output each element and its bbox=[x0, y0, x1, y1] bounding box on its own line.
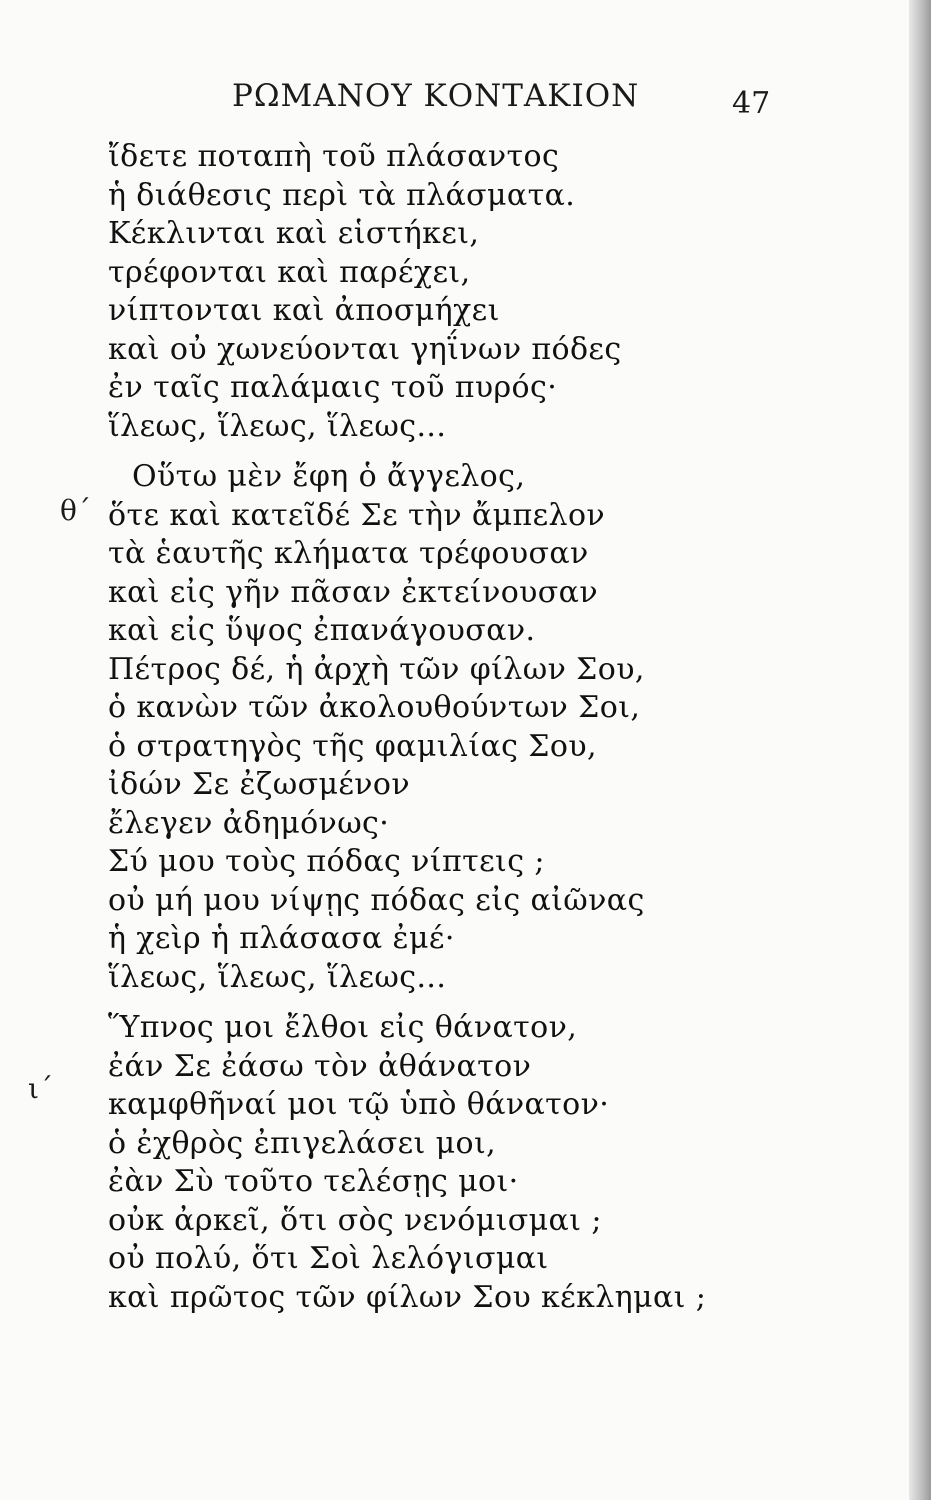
verse-line: οὐ μή μου νίψῃς πόδας εἰς αἰῶνας bbox=[108, 882, 645, 918]
verse-line: καὶ εἰς γῆν πᾶσαν ἐκτείνουσαν bbox=[108, 574, 598, 610]
verse-line: νίπτονται καὶ ἀποσμήχει bbox=[108, 293, 500, 328]
stanza-marker: ι´ bbox=[28, 1072, 53, 1105]
stanza bbox=[108, 1009, 888, 1317]
verse-line: ἵλεως, ἵλεως, ἵλεως... bbox=[108, 959, 447, 995]
verse-line: ἔλεγεν ἀδημόνως· bbox=[108, 805, 390, 841]
poem-text bbox=[108, 138, 888, 1317]
verse-line: ὁ κανὼν τῶν ἀκολουθούντων Σοι, bbox=[108, 690, 641, 725]
verse-line: ὁ στρατηγὸς τῆς φαμιλίας Σου, bbox=[108, 728, 597, 764]
verse-line: καὶ οὐ χωνεύονται γηΐνων πόδες bbox=[108, 331, 622, 367]
verse-line: καὶ πρῶτος τῶν φίλων Σου κέκλημαι ; bbox=[108, 1279, 707, 1315]
verse-line: ἐν ταῖς παλάμαις τοῦ πυρός· bbox=[108, 370, 558, 405]
verse-line: καμφθῆναί μοι τῷ ὑπὸ θάνατον· bbox=[108, 1087, 610, 1122]
verse-line: Πέτρος δέ, ἡ ἀρχὴ τῶν φίλων Σου, bbox=[108, 651, 645, 687]
running-title: ΡΩΜΑΝΟΥ ΚΟΝΤΑΚΙΟΝ bbox=[232, 78, 640, 114]
verse-line: Κέκλινται καὶ εἱστήκει, bbox=[108, 216, 480, 251]
verse-line: ἐάν Σε ἐάσω τὸν ἀθάνατον bbox=[108, 1048, 532, 1084]
stanza bbox=[108, 458, 888, 997]
verse-line: ἡ χεὶρ ἡ πλάσασα ἐμέ· bbox=[108, 921, 455, 956]
verse-line: Ὕπνος μοι ἔλθοι εἰς θάνατον, bbox=[108, 1010, 578, 1045]
verse-line: Σύ μου τοὺς πόδας νίπτεις ; bbox=[108, 844, 545, 879]
stanza-marker: θ´ bbox=[60, 494, 91, 527]
page-edge bbox=[909, 0, 931, 1500]
verse-line: ὁ ἐχθρὸς ἐπιγελάσει μοι, bbox=[108, 1125, 497, 1161]
verse-line: ἐὰν Σὺ τοῦτο τελέσῃς μοι· bbox=[108, 1164, 519, 1199]
verse-line: ὅτε καὶ κατεῖδέ Σε τὴν ἄμπελον bbox=[108, 497, 606, 533]
stanza bbox=[108, 138, 888, 446]
verse-line: ἵλεως, ἵλεως, ἵλεως... bbox=[108, 408, 447, 444]
verse-line: τὰ ἑαυτῆς κλήματα τρέφουσαν bbox=[108, 536, 589, 571]
verse-line: οὐ πολύ, ὅτι Σοὶ λελόγισμαι bbox=[108, 1241, 549, 1276]
verse-line: οὐκ ἀρκεῖ, ὅτι σὸς νενόμισμαι ; bbox=[108, 1202, 602, 1238]
page-number: 47 bbox=[732, 86, 771, 121]
verse-line: ἡ διάθεσις περὶ τὰ πλάσματα. bbox=[108, 177, 576, 213]
verse-line: καὶ εἰς ὕψος ἐπανάγουσαν. bbox=[108, 613, 536, 648]
verse-line: Οὕτω μὲν ἔφη ὁ ἄγγελος, bbox=[132, 459, 526, 494]
verse-line: τρέφονται καὶ παρέχει, bbox=[108, 254, 471, 290]
verse-line: ἴδετε ποταπὴ τοῦ πλάσαντος bbox=[108, 139, 560, 174]
verse-line: ἰδών Σε ἐζωσμένον bbox=[108, 767, 411, 802]
